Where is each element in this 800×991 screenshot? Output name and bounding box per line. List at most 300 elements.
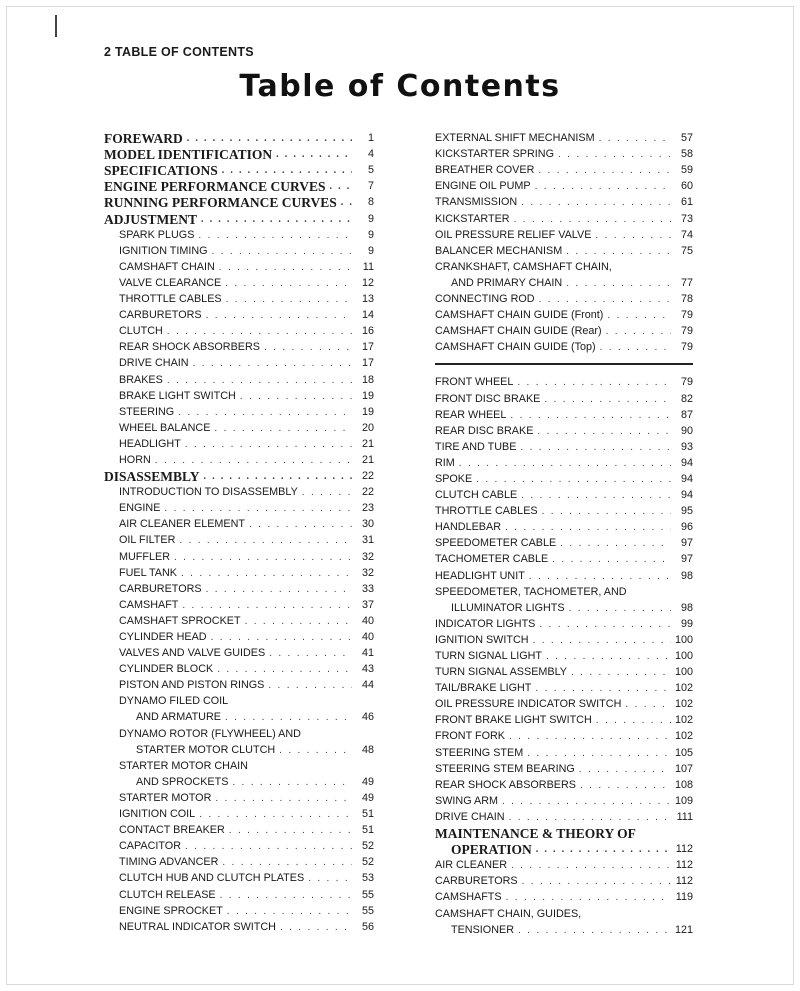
dot-leader [537, 425, 671, 438]
toc-entry-page-number: 37 [361, 598, 374, 611]
toc-entry-page-number: 78 [680, 293, 693, 306]
dot-leader [220, 889, 352, 902]
toc-entry [435, 422, 693, 438]
toc-entry [104, 596, 374, 612]
dot-leader [222, 856, 352, 869]
toc-entry [104, 403, 374, 419]
toc-entry-page-number: 100 [674, 666, 693, 679]
dot-leader [185, 840, 352, 853]
toc-entry [435, 338, 693, 354]
toc-entry-label: CARBURETORS [119, 309, 202, 322]
toc-entry-page-number: 121 [674, 923, 693, 936]
toc-entry-label: HEADLIGHT [119, 437, 181, 450]
toc-entry [104, 918, 374, 934]
dot-leader [514, 213, 671, 226]
toc-entry [104, 660, 374, 676]
toc-entry-label: OIL FILTER [119, 534, 176, 547]
dot-leader [225, 277, 352, 290]
toc-entry-page-number: 74 [680, 228, 693, 241]
toc-entry-page-number: 51 [361, 808, 374, 821]
toc-entry [104, 644, 374, 660]
dot-leader [536, 843, 671, 856]
toc-entry [435, 177, 693, 193]
toc-entry [435, 856, 693, 872]
dot-leader [280, 921, 352, 934]
toc-entry-label: STARTER MOTOR CHAIN [119, 759, 248, 772]
toc-entry-label: OPERATION [451, 842, 532, 858]
dot-leader [521, 489, 671, 502]
toc-entry [104, 676, 374, 692]
toc-entry-label: INDICATOR LIGHTS [435, 617, 536, 630]
toc-entry-label: CAMSHAFT CHAIN GUIDE (Top) [435, 341, 596, 354]
dot-leader [219, 261, 352, 274]
dot-leader [181, 567, 352, 580]
toc-entry-page-number: 40 [361, 614, 374, 627]
dot-leader [232, 776, 352, 789]
toc-entry [104, 435, 374, 451]
toc-entry-label: HEADLIGHT UNIT [435, 569, 525, 582]
toc-entry-label: INTRODUCTION TO DISASSEMBLY [119, 486, 298, 499]
toc-entry-page-number: 111 [676, 810, 693, 823]
toc-entry-label: TIMING ADVANCER [119, 856, 219, 869]
toc-entry-label: STARTER MOTOR CLUTCH [136, 743, 276, 756]
dot-leader [164, 502, 352, 515]
toc-entry-page-number: 7 [367, 180, 374, 193]
toc-entry-label: CLUTCH HUB AND CLUTCH PLATES [119, 872, 305, 885]
dot-leader [222, 164, 352, 177]
dot-leader [607, 309, 671, 322]
toc-entry-page-number: 43 [361, 663, 374, 676]
toc-entry-label: SWING ARM [435, 794, 498, 807]
toc-entry-page-number: 93 [680, 440, 693, 453]
toc-entry-page-number: 18 [361, 373, 374, 386]
toc-entry-label: CYLINDER HEAD [119, 631, 207, 643]
toc-entry-page-number: 41 [361, 647, 374, 660]
dot-leader [174, 551, 352, 564]
dot-leader [511, 859, 671, 872]
toc-entry-label: ENGINE SPROCKET [119, 904, 223, 917]
toc-entry-page-number: 77 [680, 276, 693, 289]
toc-entry [104, 370, 374, 386]
toc-entry-label: SPEEDOMETER, TACHOMETER, AND [435, 585, 627, 598]
toc-entry-label: IGNITION SWITCH [435, 633, 529, 646]
toc-entry-label: DYNAMO FILED COIL [119, 695, 229, 708]
toc-entry-label: SPARK PLUGS [119, 228, 195, 241]
dot-leader [249, 518, 352, 531]
toc-entry-label: AND PRIMARY CHAIN [451, 276, 563, 289]
dot-leader [509, 811, 671, 824]
toc-entry [435, 647, 693, 663]
toc-entry-label: WHEEL BALANCE [119, 421, 211, 434]
toc-entry-label: MUFFLER [119, 550, 170, 563]
page-title: Table of Contents [239, 69, 561, 104]
dot-leader [182, 599, 352, 612]
toc-entry-label: HORN [119, 453, 151, 466]
toc-entry-label: SPECIFICATIONS [104, 163, 218, 179]
toc-entry [435, 129, 693, 145]
toc-entry-page-number: 79 [680, 325, 693, 338]
dot-leader [539, 293, 671, 306]
dot-leader [155, 454, 352, 467]
toc-entry-page-number: 90 [680, 424, 693, 437]
dot-leader [459, 457, 671, 470]
toc-entry [104, 564, 374, 580]
toc-entry-label: CAMSHAFT SPROCKET [119, 614, 241, 627]
toc-entry-label: STEERING [119, 405, 175, 418]
toc-entry [104, 177, 374, 193]
toc-entry-page-number: 98 [680, 601, 693, 614]
document-page [6, 6, 794, 985]
toc-entry-label: FRONT BRAKE LIGHT SWITCH [435, 714, 592, 727]
toc-entry-page-number: 8 [367, 196, 374, 209]
toc-entry [435, 389, 693, 405]
dot-leader [308, 872, 352, 885]
toc-entry-label: TENSIONER [451, 923, 514, 936]
dot-leader [476, 473, 671, 486]
toc-entry-label: CAPACITOR [119, 840, 181, 853]
toc-entry-label: REAR DISC BRAKE [435, 424, 534, 437]
toc-entry-label: OIL PRESSURE INDICATOR SWITCH [435, 698, 622, 711]
toc-entry-page-number: 94 [680, 456, 693, 469]
dot-leader [521, 196, 671, 209]
dot-leader [595, 229, 671, 242]
toc-entry [104, 129, 374, 145]
toc-entry [104, 242, 374, 258]
dot-leader [245, 615, 352, 628]
dot-leader [206, 309, 352, 322]
toc-entry-page-number: 21 [361, 437, 374, 450]
toc-entry-label: FRONT DISC BRAKE [435, 392, 541, 405]
dot-leader [535, 682, 671, 695]
toc-entry [435, 904, 693, 920]
toc-entry [104, 837, 374, 853]
toc-entry-page-number: 32 [361, 550, 374, 563]
dot-leader [502, 795, 671, 808]
toc-entry [435, 840, 693, 856]
toc-entry [104, 741, 374, 757]
toc-entry-page-number: 46 [361, 711, 374, 724]
toc-entry [104, 531, 374, 547]
dot-leader [539, 618, 671, 631]
dot-leader [510, 409, 671, 422]
toc-entry-label: FOREWARD [104, 131, 183, 147]
toc-entry [435, 193, 693, 209]
toc-entry [104, 853, 374, 869]
toc-entry-page-number: 55 [361, 904, 374, 917]
toc-entry-page-number: 100 [674, 650, 693, 662]
dot-leader [596, 714, 671, 727]
dot-leader [226, 293, 352, 306]
toc-entry [104, 499, 374, 515]
toc-entry-label: ENGINE OIL PUMP [435, 180, 531, 193]
toc-entry [435, 760, 693, 776]
toc-entry-page-number: 95 [680, 505, 693, 518]
toc-entry-page-number: 97 [680, 537, 693, 550]
toc-entry-page-number: 48 [361, 743, 374, 756]
toc-entry-label: DRIVE CHAIN [435, 810, 505, 823]
toc-entry-page-number: 107 [674, 762, 693, 775]
toc-entry [435, 518, 693, 534]
toc-entry-page-number: 17 [361, 357, 374, 370]
toc-entry-page-number: 49 [361, 775, 374, 788]
toc-entry [435, 534, 693, 550]
toc-entry [435, 743, 693, 759]
toc-entry-label: MAINTENANCE & THEORY OF [435, 826, 636, 842]
toc-entry [435, 145, 693, 161]
toc-entry [104, 773, 374, 789]
toc-entry [104, 274, 374, 290]
toc-entry-label: TRANSMISSION [435, 196, 518, 209]
toc-entry-label: THROTTLE CABLES [435, 505, 538, 518]
toc-entry-label: VALVES AND VALVE GUIDES [119, 647, 266, 660]
toc-entry-label: CAMSHAFTS [435, 891, 502, 904]
toc-entry-page-number: 33 [361, 582, 374, 595]
toc-entry-page-number: 16 [361, 325, 374, 338]
toc-entry-label: CONNECTING ROD [435, 293, 535, 306]
toc-entry [435, 566, 693, 582]
toc-entry [435, 792, 693, 808]
dot-leader [600, 341, 671, 354]
toc-entry-label: BRAKES [119, 373, 163, 386]
toc-entry [435, 226, 693, 242]
toc-entry-label: ENGINE PERFORMANCE CURVES [104, 179, 326, 195]
toc-entry [435, 438, 693, 454]
toc-entry [435, 161, 693, 177]
dot-leader [198, 229, 352, 242]
toc-entry [104, 547, 374, 563]
toc-entry-page-number: 102 [674, 698, 693, 711]
toc-entry-page-number: 82 [680, 392, 693, 405]
dot-leader [560, 537, 671, 550]
toc-entry-page-number: 87 [680, 408, 693, 421]
toc-entry-page-number: 44 [361, 679, 374, 692]
toc-entry-label: DRIVE CHAIN [119, 357, 189, 370]
toc-entry-label: IGNITION TIMING [119, 244, 208, 257]
toc-entry [435, 695, 693, 711]
toc-entry-label: CARBURETORS [435, 875, 518, 888]
toc-entry-page-number: 119 [675, 891, 693, 904]
toc-entry-label: CAMSHAFT CHAIN [119, 260, 215, 273]
toc-entry-page-number: 52 [361, 840, 374, 853]
toc-entry [435, 454, 693, 470]
toc-entry [104, 354, 374, 370]
toc-entry [104, 145, 374, 161]
dot-leader [211, 631, 352, 644]
toc-entry-page-number: 79 [680, 341, 693, 354]
dot-leader [225, 711, 352, 724]
toc-entry-page-number: 12 [361, 276, 374, 289]
toc-entry-label: TIRE AND TUBE [435, 440, 517, 453]
toc-entry-label: OIL PRESSURE RELIEF VALVE [435, 228, 592, 241]
toc-entry-page-number: 98 [680, 569, 693, 582]
dot-leader [167, 374, 352, 387]
toc-right-section-engine [435, 129, 693, 354]
toc-entry-label: THROTTLE CABLES [119, 293, 222, 306]
dot-leader [509, 730, 671, 743]
toc-entry-label: RUNNING PERFORMANCE CURVES [104, 195, 337, 211]
toc-entry-label: SPOKE [435, 472, 473, 485]
toc-entry-label: TURN SIGNAL LIGHT [435, 650, 542, 662]
toc-entry-page-number: 51 [361, 824, 374, 837]
toc-entry [104, 821, 374, 837]
dot-leader [187, 132, 352, 145]
toc-entry-label: DYNAMO ROTOR (FLYWHEEL) AND [119, 727, 301, 740]
toc-entry [104, 161, 374, 177]
toc-entry [435, 583, 693, 599]
toc-entry [435, 776, 693, 792]
toc-entry-page-number: 109 [674, 794, 693, 807]
toc-entry-page-number: 61 [680, 196, 693, 209]
toc-entry [104, 885, 374, 901]
toc-entry-page-number: 9 [367, 212, 374, 225]
toc-entry-page-number: 19 [361, 405, 374, 418]
toc-entry [435, 209, 693, 225]
toc-entry-page-number: 31 [361, 534, 374, 547]
toc-entry [104, 580, 374, 596]
dot-leader [606, 325, 671, 338]
toc-entry-label: CAMSHAFT CHAIN, GUIDES, [435, 907, 582, 920]
toc-entry-page-number: 100 [674, 633, 693, 646]
toc-entry-page-number: 32 [361, 566, 374, 579]
dot-leader [217, 663, 352, 676]
toc-entry-label: CAMSHAFT CHAIN GUIDE (Rear) [435, 325, 602, 338]
dot-leader [193, 357, 352, 370]
dot-leader [279, 744, 352, 757]
dot-leader [269, 647, 352, 660]
toc-entry [104, 789, 374, 805]
toc-entry [104, 515, 374, 531]
toc-right-column [435, 129, 693, 937]
toc-entry [104, 483, 374, 499]
dot-leader [268, 679, 352, 692]
toc-entry-label: FRONT WHEEL [435, 376, 514, 389]
toc-entry [435, 373, 693, 389]
toc-entry [104, 708, 374, 724]
dot-leader [227, 905, 352, 918]
toc-entry-page-number: 13 [361, 293, 374, 306]
toc-entry-page-number: 99 [680, 617, 693, 630]
toc-entry-page-number: 79 [680, 309, 693, 322]
toc-entry-page-number: 1 [367, 132, 374, 145]
toc-entry-page-number: 56 [361, 920, 374, 933]
toc-entry-label: STEERING STEM [435, 746, 524, 759]
toc-entry [104, 322, 374, 338]
toc-entry-label: ENGINE [119, 502, 161, 515]
toc-entry-label: SPEEDOMETER CABLE [435, 537, 557, 550]
toc-entry [104, 338, 374, 354]
dot-leader [542, 505, 671, 518]
toc-entry-label: CARBURETORS [119, 582, 202, 595]
toc-entry-page-number: 59 [680, 164, 693, 177]
toc-entry [104, 757, 374, 773]
toc-entry [104, 612, 374, 628]
toc-entry-label: STARTER MOTOR [119, 791, 212, 804]
dot-leader [522, 875, 671, 888]
dot-leader [264, 341, 352, 354]
toc-entry [104, 419, 374, 435]
toc-entry-page-number: 112 [675, 843, 693, 856]
toc-entry-label: VALVE CLEARANCE [119, 276, 222, 289]
dot-leader [533, 634, 671, 647]
toc-entry-label: CLUTCH CABLE [435, 489, 518, 502]
toc-entry-label: CLUTCH [119, 325, 163, 338]
dot-leader [178, 406, 352, 419]
toc-entry-page-number: 55 [361, 888, 374, 901]
toc-entry-label: AIR CLEANER ELEMENT [119, 518, 245, 531]
dot-leader [240, 390, 352, 403]
toc-entry-page-number: 22 [361, 470, 374, 483]
dot-leader [215, 792, 352, 805]
toc-entry-label: KICKSTARTER [435, 212, 510, 225]
toc-entry-page-number: 40 [361, 631, 374, 643]
toc-entry-page-number: 58 [680, 148, 693, 161]
toc-entry [104, 258, 374, 274]
toc-entry-page-number: 20 [361, 421, 374, 434]
toc-entry-page-number: 9 [367, 244, 374, 257]
toc-entry [435, 921, 693, 937]
toc-entry [104, 724, 374, 740]
dot-leader [330, 180, 352, 193]
dot-leader [569, 602, 671, 615]
toc-left-column [104, 129, 374, 934]
toc-entry [104, 226, 374, 242]
toc-entry [435, 306, 693, 322]
dot-leader [520, 441, 671, 454]
toc-entry-label: MODEL IDENTIFICATION [104, 147, 273, 163]
dot-leader [529, 570, 671, 583]
toc-entry-page-number: 21 [361, 453, 374, 466]
toc-entry-page-number: 17 [361, 341, 374, 354]
toc-entry-page-number: 52 [361, 856, 374, 869]
toc-entry-label: CLUTCH RELEASE [119, 888, 216, 901]
toc-entry-page-number: 5 [367, 164, 374, 177]
dot-leader [580, 779, 671, 792]
toc-entry-page-number: 4 [367, 148, 374, 161]
toc-entry [104, 869, 374, 885]
toc-entry-label: CYLINDER BLOCK [119, 663, 214, 676]
dot-leader [527, 747, 671, 760]
toc-entry [435, 290, 693, 306]
toc-entry-page-number: 53 [361, 872, 374, 885]
section-divider [435, 363, 693, 365]
dot-leader [276, 148, 352, 161]
dot-leader [302, 486, 352, 499]
toc-entry-label: CAMSHAFT CHAIN GUIDE (Front) [435, 309, 604, 322]
toc-entry [104, 387, 374, 403]
toc-entry [435, 631, 693, 647]
dot-leader [517, 376, 671, 389]
toc-entry-page-number: 79 [680, 376, 693, 389]
dot-leader [599, 132, 671, 145]
dot-leader [185, 438, 352, 451]
dot-leader [546, 650, 671, 663]
dot-leader [212, 245, 352, 258]
toc-entry-page-number: 75 [680, 244, 693, 257]
toc-entry-label: KICKSTARTER SPRING [435, 148, 554, 161]
toc-entry-page-number: 97 [680, 553, 693, 566]
toc-entry-page-number: 73 [680, 212, 693, 225]
toc-entry [104, 451, 374, 467]
toc-entry [104, 628, 374, 644]
toc-entry [435, 599, 693, 615]
toc-entry-label: HANDLEBAR [435, 521, 501, 534]
dot-leader [544, 393, 671, 406]
toc-entry-label: BREATHER COVER [435, 164, 535, 177]
toc-entry-page-number: 102 [674, 730, 693, 743]
toc-entry-label: AIR CLEANER [435, 859, 507, 872]
toc-entry [104, 902, 374, 918]
toc-entry-label: AND ARMATURE [136, 711, 221, 724]
